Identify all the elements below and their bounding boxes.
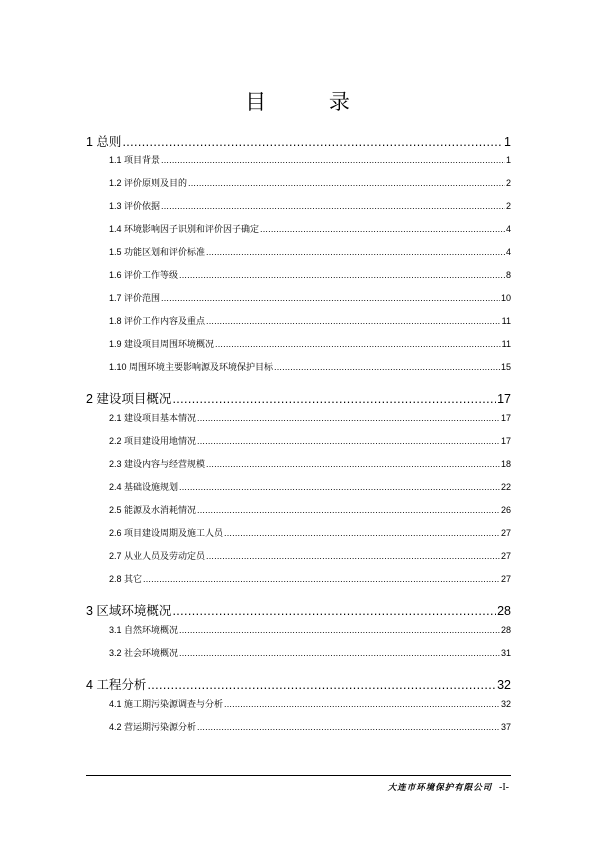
- toc-chapter-entry[interactable]: [86, 675, 511, 693]
- toc-entry-page: 27: [500, 551, 511, 561]
- page-title: 目 录: [245, 90, 378, 114]
- toc-entry-label: 1.3 评价依据: [109, 201, 161, 211]
- footer-page-number: -I-: [499, 782, 509, 793]
- toc-leader-dots: [224, 699, 500, 709]
- toc-leader-dots: [274, 362, 500, 372]
- toc-leader-dots: [161, 201, 505, 211]
- toc-entry-page: 17: [500, 436, 511, 446]
- toc-entry-page: 11: [501, 316, 511, 326]
- toc-entry-page: 26: [500, 505, 511, 515]
- toc-leader-dots: [172, 392, 496, 406]
- toc-entry-page: 2: [505, 178, 511, 188]
- toc-leader-dots: [197, 722, 500, 732]
- toc-section-entry[interactable]: [109, 245, 511, 258]
- toc-entry-label: 1.10 周围环境主要影响源及环境保护目标: [109, 362, 274, 372]
- toc-entry-page: 32: [500, 699, 511, 709]
- toc-section-entry[interactable]: [109, 176, 511, 189]
- toc-leader-dots: [215, 339, 501, 349]
- toc-entry-label: 1.2 评价原则及目的: [109, 178, 188, 188]
- toc-leader-dots: [260, 224, 505, 234]
- toc-leader-dots: [197, 436, 500, 446]
- toc-section-entry[interactable]: [109, 434, 511, 447]
- toc-entry-label: 2.2 项目建设用地情况: [109, 436, 197, 446]
- toc-section-entry[interactable]: [109, 697, 511, 710]
- toc-section-entry[interactable]: [109, 623, 511, 636]
- toc-entry-label: 2.7 从业人员及劳动定员: [109, 551, 206, 561]
- toc-entry-label: 1.4 环境影响因子识别和评价因子确定: [109, 224, 260, 234]
- footer-divider: [86, 775, 511, 776]
- toc-section-entry[interactable]: [109, 222, 511, 235]
- toc-entry-label: 1.5 功能区划和评价标准: [109, 247, 206, 257]
- toc-entry-label: 4.1 施工期污染源调查与分析: [109, 699, 224, 709]
- toc-leader-dots: [179, 270, 505, 280]
- toc-section-entry[interactable]: [109, 526, 511, 539]
- toc-section-entry[interactable]: [109, 549, 511, 562]
- toc-entry-page: 11: [501, 339, 511, 349]
- toc-section-entry[interactable]: [109, 503, 511, 516]
- toc-entry-label: 4 工程分析: [86, 678, 147, 692]
- toc-entry-page: 10: [500, 293, 511, 303]
- toc-entry-page: 22: [500, 482, 511, 492]
- toc-entry-page: 2: [505, 201, 511, 211]
- toc-leader-dots: [197, 413, 500, 423]
- toc-entry-page: 17: [500, 413, 511, 423]
- toc-section-entry[interactable]: [109, 268, 511, 281]
- toc-entry-page: 28: [497, 604, 511, 618]
- toc-section-entry[interactable]: [109, 457, 511, 470]
- toc-section-entry[interactable]: [109, 314, 511, 327]
- footer-company: 大连市环境保护有限公司: [387, 783, 493, 793]
- toc-chapter-entry[interactable]: [86, 389, 511, 407]
- toc-section-entry[interactable]: [109, 199, 511, 212]
- toc-entry-page: 32: [497, 678, 511, 692]
- toc-section-entry[interactable]: [109, 360, 511, 373]
- toc-section-entry[interactable]: [109, 291, 511, 304]
- toc-entry-label: 1 总则: [86, 135, 122, 149]
- toc-section-entry[interactable]: [109, 720, 511, 733]
- toc-section-entry[interactable]: [109, 411, 511, 424]
- toc-entry-label: 2.8 其它: [109, 574, 143, 584]
- toc-entry-page: 27: [500, 574, 511, 584]
- toc-chapter-entry[interactable]: [86, 601, 511, 619]
- toc-leader-dots: [206, 459, 500, 469]
- toc-leader-dots: [206, 316, 501, 326]
- toc-entry-label: 2.4 基础设施规划: [109, 482, 179, 492]
- toc-entry-page: 15: [500, 362, 511, 372]
- toc-entry-page: 1: [505, 155, 511, 165]
- toc-leader-dots: [179, 482, 500, 492]
- toc-section-entry[interactable]: [109, 153, 511, 166]
- toc-section-entry[interactable]: [109, 572, 511, 585]
- toc-entry-page: 28: [500, 625, 511, 635]
- toc-entry-label: 2.5 能源及水消耗情况: [109, 505, 197, 515]
- toc-entry-page: 8: [505, 270, 511, 280]
- toc-entry-page: 1: [504, 135, 511, 149]
- toc-leader-dots: [161, 293, 500, 303]
- toc-entry-label: 2.1 建设项目基本情况: [109, 413, 197, 423]
- toc-entry-label: 1.7 评价范围: [109, 293, 161, 303]
- toc-leader-dots: [188, 178, 505, 188]
- toc-entry-label: 4.2 营运期污染源分析: [109, 722, 197, 732]
- toc-leader-dots: [206, 247, 505, 257]
- toc-entry-label: 2 建设项目概况: [86, 392, 172, 406]
- toc-entry-page: 27: [500, 528, 511, 538]
- toc-leader-dots: [147, 678, 496, 692]
- toc-section-entry[interactable]: [109, 337, 511, 350]
- toc-entry-page: 4: [505, 224, 511, 234]
- toc-entry-page: 4: [505, 247, 511, 257]
- toc-entry-page: 17: [497, 392, 511, 406]
- toc-leader-dots: [179, 625, 500, 635]
- toc-leader-dots: [122, 135, 503, 149]
- toc-entry-label: 3.1 自然环境概况: [109, 625, 179, 635]
- toc-leader-dots: [206, 551, 500, 561]
- toc-leader-dots: [224, 528, 500, 538]
- toc-entry-page: 31: [500, 648, 511, 658]
- toc-leader-dots: [179, 648, 500, 658]
- toc-entry-label: 3.2 社会环境概况: [109, 648, 179, 658]
- toc-leader-dots: [161, 155, 505, 165]
- toc-entry-label: 1.9 建设项目周围环境概况: [109, 339, 215, 349]
- toc-section-entry[interactable]: [109, 646, 511, 659]
- toc-entry-label: 2.3 建设内容与经营规模: [109, 459, 206, 469]
- toc-entry-label: 1.8 评价工作内容及重点: [109, 316, 206, 326]
- toc-entry-label: 2.6 项目建设周期及施工人员: [109, 528, 224, 538]
- toc-section-entry[interactable]: [109, 480, 511, 493]
- toc-leader-dots: [197, 505, 500, 515]
- toc-leader-dots: [143, 574, 500, 584]
- toc-leader-dots: [172, 604, 496, 618]
- toc-entry-label: 1.6 评价工作等级: [109, 270, 179, 280]
- toc-entry-page: 18: [500, 459, 511, 469]
- toc-entry-label: 1.1 项目背景: [109, 155, 161, 165]
- footer: [388, 781, 509, 793]
- toc-chapter-entry[interactable]: [86, 132, 511, 150]
- toc-entry-label: 3 区域环境概况: [86, 604, 172, 618]
- toc-entry-page: 37: [500, 722, 511, 732]
